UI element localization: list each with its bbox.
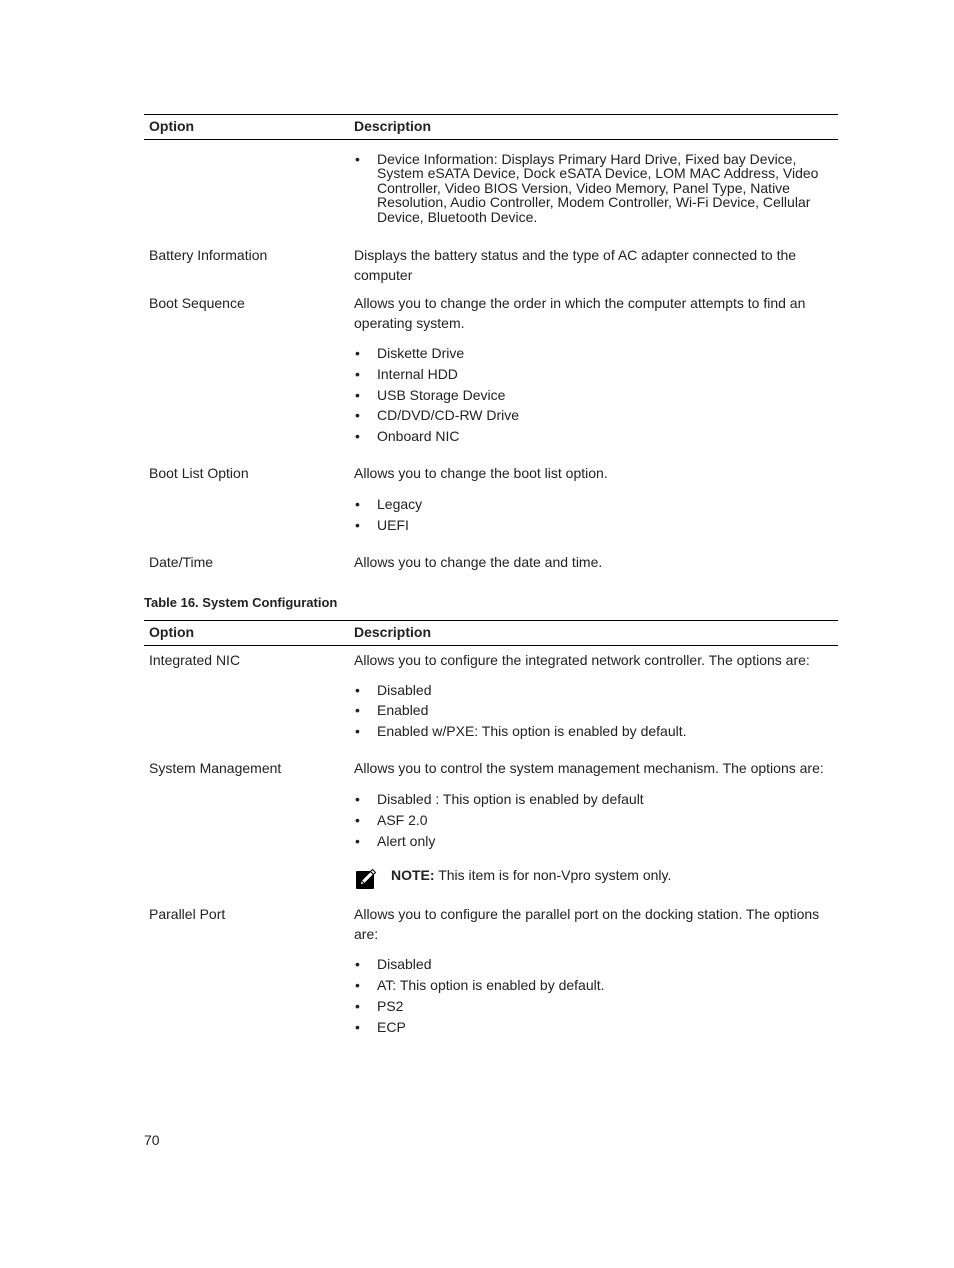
description-cell xyxy=(349,890,838,1037)
list-item: • Device Information: Displays Primary Hard Drive, Fixed bay Device, System eSATA Device, Dock eSATA Device, LOM MAC Address, Video Controller, Video BIOS Version, Video Memory, Panel Type, Native Resolution, Audio Controller, Modem Controller, Wi-Fi Device, Cellular Device, Bluetooth Device. xyxy=(377,152,833,224)
description-cell xyxy=(349,645,838,742)
list-item: • Legacy xyxy=(377,494,833,515)
bullet-list xyxy=(354,494,833,536)
list-item: • Disabled xyxy=(377,954,833,975)
list-item: • AT: This option is enabled by default. xyxy=(377,975,833,996)
list-item: • Enabled xyxy=(377,700,833,721)
description-cell xyxy=(349,536,838,572)
description-cell xyxy=(349,447,838,536)
table-row xyxy=(144,890,838,1037)
page-number: 70 xyxy=(144,1132,160,1148)
option-column-header: Option xyxy=(144,620,349,645)
table-caption: Table 16. System Configuration xyxy=(144,594,338,610)
list-item: • Internal HDD xyxy=(377,364,833,385)
option-cell: Parallel Port xyxy=(149,906,226,923)
note-label: NOTE: xyxy=(391,867,435,884)
table-row xyxy=(144,140,838,225)
table-row xyxy=(144,742,838,890)
description-cell xyxy=(349,285,838,447)
list-item: • PS2 xyxy=(377,996,833,1017)
list-item: • CD/DVD/CD-RW Drive xyxy=(377,405,833,426)
description-cell xyxy=(349,742,838,890)
bullet-list xyxy=(354,954,833,1037)
description-cell xyxy=(349,140,838,225)
option-cell: Integrated NIC xyxy=(149,651,241,668)
list-item: • Alert only xyxy=(377,831,833,852)
description-text: Allows you to configure the integrated network controller. The options are: xyxy=(354,651,810,668)
bios-options-table xyxy=(144,114,838,572)
description-text: Allows you to change the date and time. xyxy=(354,553,603,570)
list-item: • Disabled : This option is enabled by default xyxy=(377,789,833,810)
option-cell: Boot Sequence xyxy=(149,295,245,312)
description-text: Allows you to configure the parallel port on the docking station. The options are: xyxy=(354,906,820,943)
note-callout xyxy=(354,865,833,890)
description-text: Allows you to change the boot list option. xyxy=(354,465,608,482)
option-cell: Date/Time xyxy=(149,553,214,570)
description-text: Allows you to control the system management mechanism. The options are: xyxy=(354,760,824,776)
option-cell xyxy=(144,140,349,225)
system-configuration-table xyxy=(144,620,838,1038)
note-text: This item is for non-Vpro system only. xyxy=(438,867,672,884)
document-page xyxy=(144,114,838,1038)
list-item: • Onboard NIC xyxy=(377,426,833,447)
bullet-list xyxy=(354,789,833,851)
bullet-list xyxy=(354,680,833,742)
list-item: • UEFI xyxy=(377,515,833,536)
table-row xyxy=(144,285,838,447)
list-item: • USB Storage Device xyxy=(377,385,833,406)
description-text: Displays the battery status and the type of AC adapter connected to the computer xyxy=(354,247,797,284)
option-column-header: Option xyxy=(144,115,349,140)
note-body xyxy=(391,865,671,885)
table-row xyxy=(144,224,838,285)
table-header-row xyxy=(144,620,838,645)
description-text: Allows you to change the order in which the computer attempts to find an operating system. xyxy=(354,295,806,332)
option-cell: Battery Information xyxy=(149,247,268,264)
table-row xyxy=(144,447,838,536)
list-item: • Disabled xyxy=(377,680,833,701)
bullet-list xyxy=(354,152,833,224)
list-item: • Diskette Drive xyxy=(377,343,833,364)
option-cell: System Management xyxy=(149,760,282,776)
description-column-header: Description xyxy=(349,115,838,140)
table-row xyxy=(144,645,838,742)
description-column-header: Description xyxy=(349,620,838,645)
list-item: • Enabled w/PXE: This option is enabled by default. xyxy=(377,721,833,742)
table-row xyxy=(144,536,838,572)
bullet-list xyxy=(354,343,833,447)
list-item: • ASF 2.0 xyxy=(377,810,833,831)
list-item: • ECP xyxy=(377,1017,833,1038)
option-cell: Boot List Option xyxy=(149,465,249,482)
note-pencil-icon xyxy=(355,868,377,890)
table-header-row xyxy=(144,115,838,140)
description-cell xyxy=(349,224,838,285)
